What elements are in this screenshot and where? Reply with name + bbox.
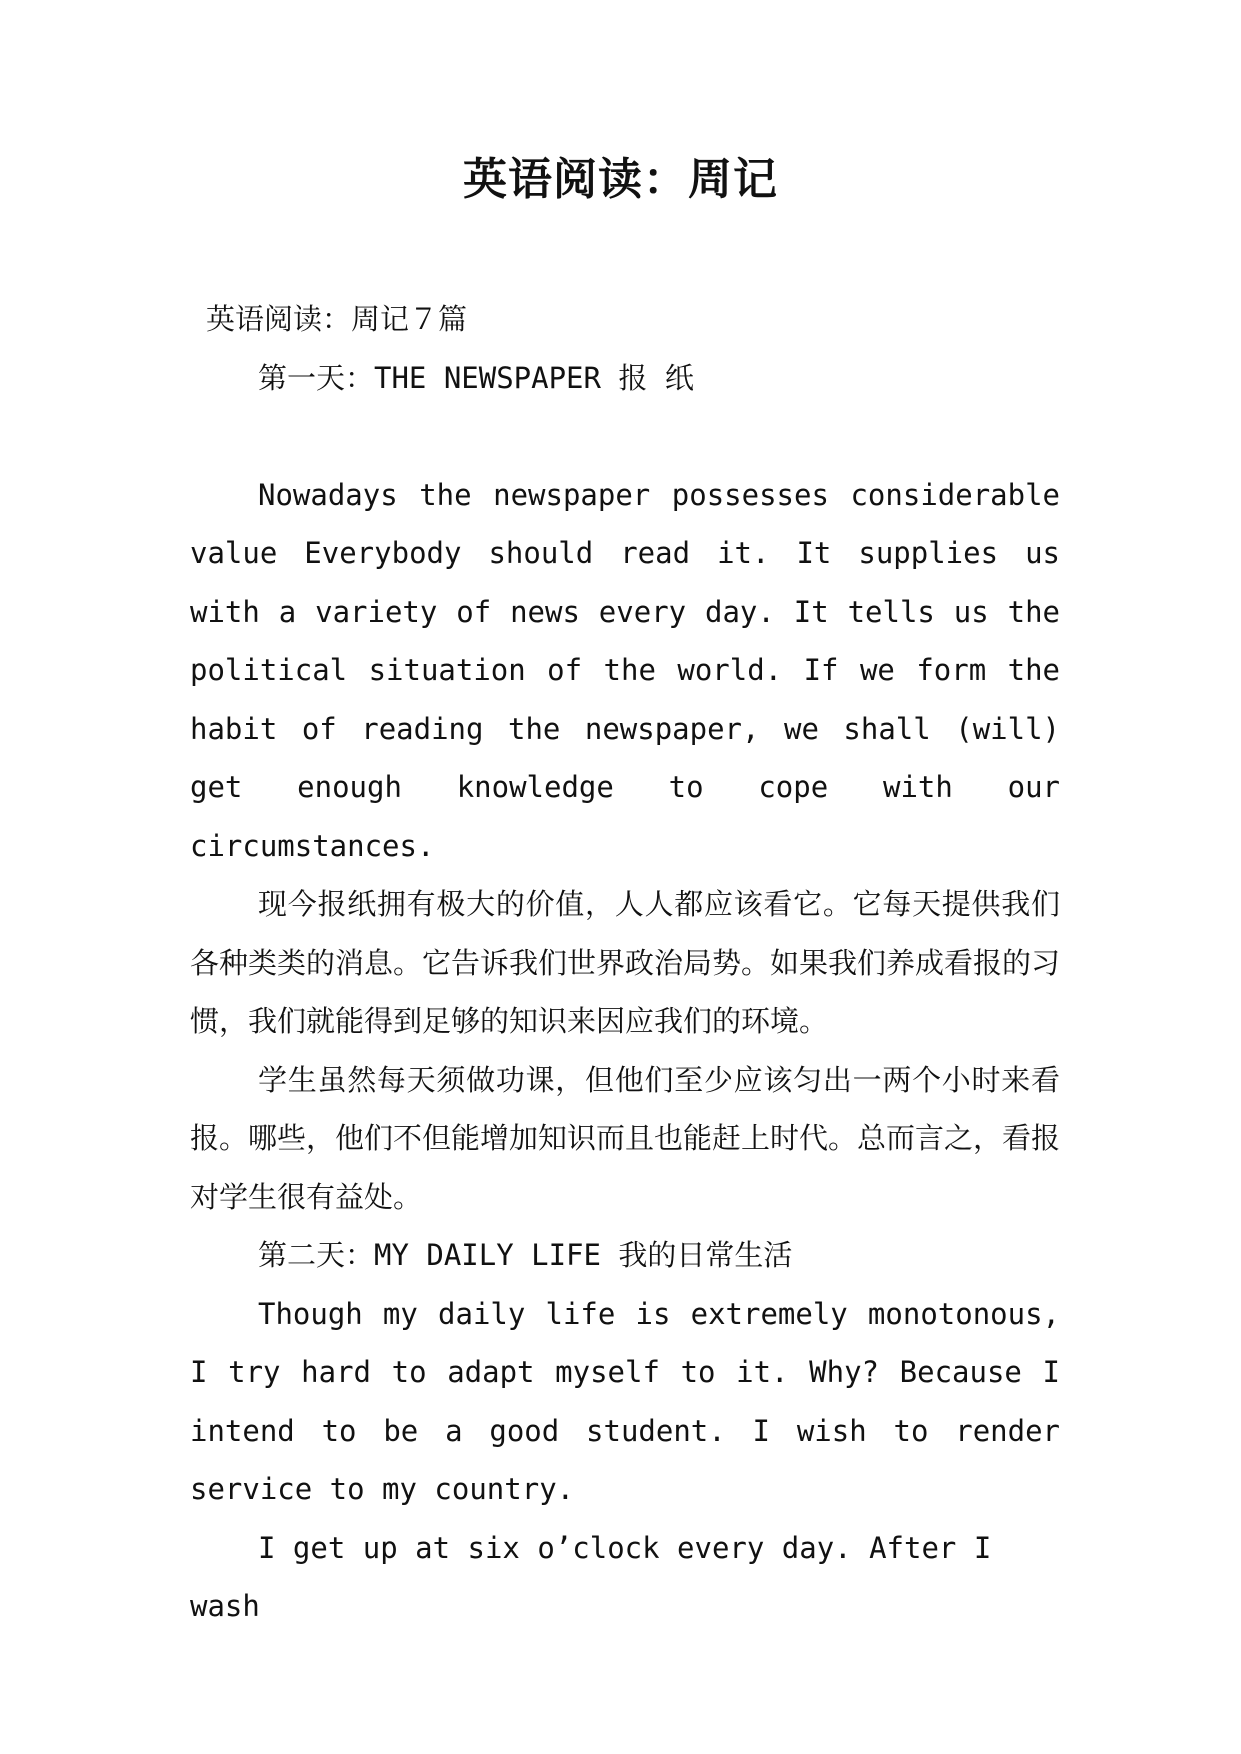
day1-chinese-paragraph-2: 学生虽然每天须做功课，但他们至少应该匀出一两个小时来看报。哪些，他们不但能增加知识而且也能赶上时代。总而言之，看报对学生很有益处。 [190, 1062, 1061, 1214]
day2-english-paragraph-2: I get up at six o’clock every day. After I wash [190, 1530, 992, 1623]
document-body [190, 290, 1060, 1636]
day1-english-paragraph: Nowadays the newspaper possesses considerable value Everybody should read it. It supplies us with a variety of news every day. It tells us the political situation of the world. If we form the habit of reading the newspaper, we shall (will) get enough knowledge to cope with our circumstances. [190, 477, 1060, 863]
document-title: 英语阅读：周记 [463, 154, 778, 205]
day2-heading: 第二天：MY DAILY LIFE 我的日常生活 [258, 1238, 793, 1272]
document-subtitle: 英语阅读：周记７篇 [206, 302, 468, 336]
day2-english-paragraph-1: Though my daily life is extremely monotonous, I try hard to adapt myself to it. Why? Because I intend to be a good student. I wish to render service to my country. [190, 1296, 1060, 1506]
day1-chinese-paragraph-1: 现今报纸拥有极大的价值，人人都应该看它。它每天提供我们各种类类的消息。它告诉我们世界政治局势。如果我们养成看报的习惯，我们就能得到足够的知识来因应我们的环境。 [190, 887, 1061, 1038]
paragraph-spacer [190, 407, 1060, 466]
day1-heading: 第一天：THE NEWSPAPER 报 纸 [258, 360, 694, 395]
